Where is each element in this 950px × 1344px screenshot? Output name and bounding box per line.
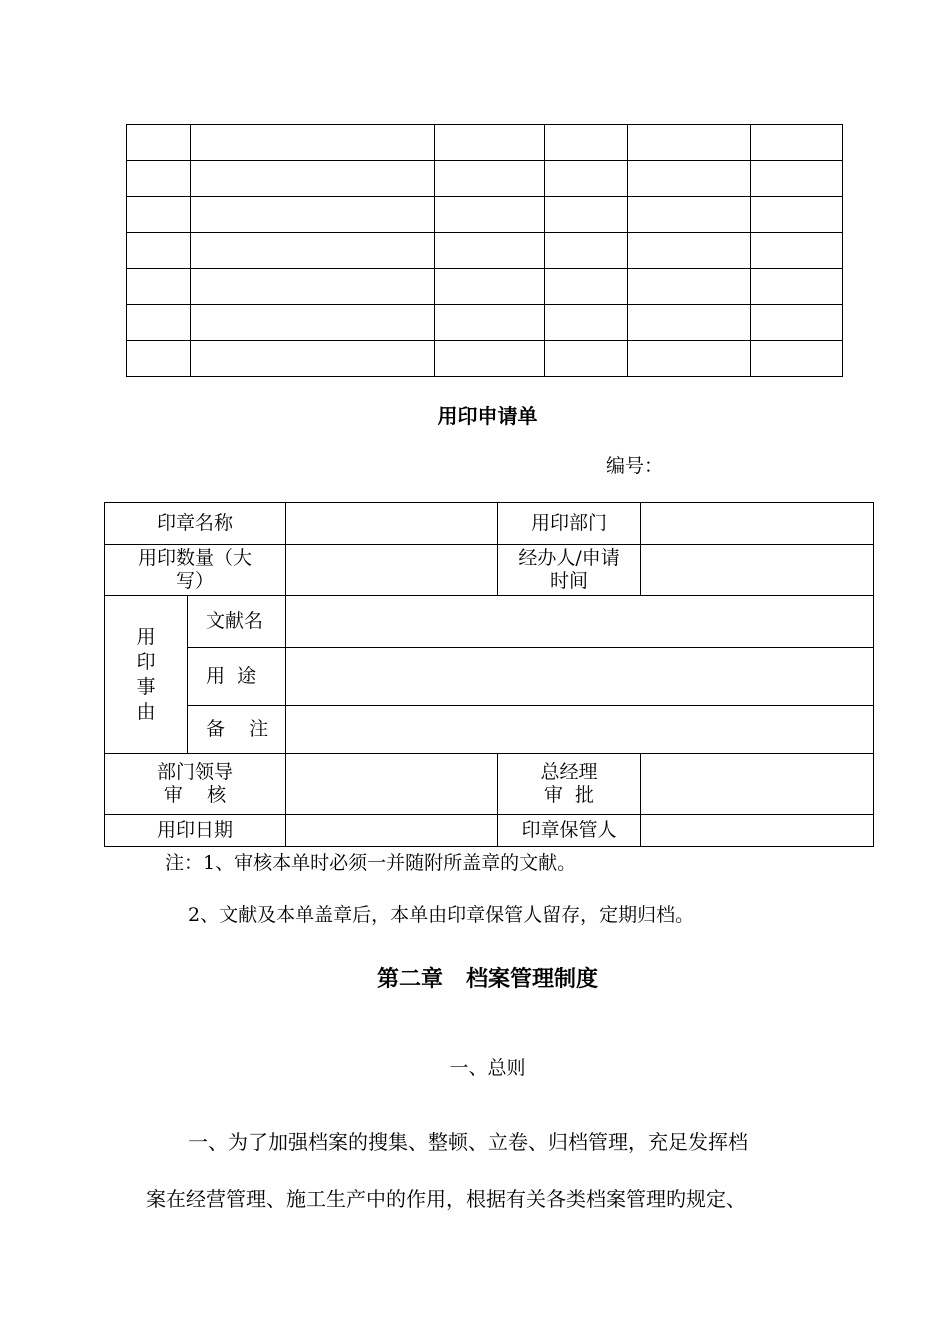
reason-label bbox=[105, 596, 188, 754]
qty-label-line1: 用印数量（大 bbox=[138, 547, 253, 569]
table-row bbox=[127, 161, 843, 197]
qty-label bbox=[105, 545, 286, 596]
dept-leader-label bbox=[105, 754, 286, 815]
table-row bbox=[127, 233, 843, 269]
blank-table bbox=[126, 124, 843, 377]
purpose-value[interactable] bbox=[286, 648, 874, 706]
dept-value[interactable] bbox=[641, 503, 874, 545]
dept-leader-line2: 审 核 bbox=[163, 784, 227, 806]
paragraph-line: 一、为了加强档案的搜集、整顿、立卷、归档管理，充足发挥档 bbox=[188, 1130, 748, 1154]
handler-label bbox=[498, 545, 641, 596]
doc-name-label: 文献名 bbox=[188, 596, 286, 648]
table-row bbox=[127, 125, 843, 161]
table-row bbox=[105, 596, 874, 648]
table-row bbox=[127, 341, 843, 377]
qty-value[interactable] bbox=[286, 545, 498, 596]
reason-char: 由 bbox=[136, 700, 156, 723]
gm-line1: 总经理 bbox=[540, 761, 598, 783]
handler-label-line2: 时间 bbox=[550, 570, 589, 592]
note-1: 注：1、审核本单时必须一并随附所盖章的文献。 bbox=[165, 852, 577, 874]
dept-leader-line1: 部门领导 bbox=[157, 761, 234, 783]
chapter-title: 第二章 档案管理制度 bbox=[377, 967, 598, 992]
table-row bbox=[127, 197, 843, 233]
keeper-label: 印章保管人 bbox=[498, 815, 641, 847]
table-row bbox=[105, 754, 874, 815]
seal-request-form bbox=[104, 502, 874, 847]
table-row bbox=[105, 503, 874, 545]
purpose-label: 用 途 bbox=[188, 648, 286, 706]
reason-char: 印 bbox=[136, 650, 156, 673]
keeper-value[interactable] bbox=[641, 815, 874, 847]
table-row bbox=[127, 269, 843, 305]
gm-label bbox=[498, 754, 641, 815]
table-row bbox=[127, 305, 843, 341]
dept-label: 用印部门 bbox=[498, 503, 641, 545]
date-label: 用印日期 bbox=[105, 815, 286, 847]
remark-value[interactable] bbox=[286, 706, 874, 754]
doc-name-value[interactable] bbox=[286, 596, 874, 648]
table-row bbox=[105, 648, 874, 706]
gm-line2: 审 批 bbox=[543, 784, 595, 806]
date-value[interactable] bbox=[286, 815, 498, 847]
handler-label-line1: 经办人/申请 bbox=[518, 547, 620, 569]
qty-label-line2: 写） bbox=[176, 570, 215, 592]
note-2: 2、文献及本单盖章后，本单由印章保管人留存，定期归档。 bbox=[188, 904, 695, 926]
seal-name-label: 印章名称 bbox=[105, 503, 286, 545]
section-heading: 一、总则 bbox=[449, 1057, 526, 1079]
dept-leader-value[interactable] bbox=[286, 754, 498, 815]
paragraph-line: 案在经营管理、施工生产中的作用，根据有关各类档案管理旳规定、 bbox=[146, 1187, 746, 1211]
table-row bbox=[105, 815, 874, 847]
reason-char: 用 bbox=[136, 625, 156, 648]
reason-char: 事 bbox=[136, 675, 156, 698]
seal-name-value[interactable] bbox=[286, 503, 498, 545]
serial-number-label: 编号： bbox=[606, 455, 664, 477]
form-title: 用印申请单 bbox=[437, 404, 538, 428]
handler-value[interactable] bbox=[641, 545, 874, 596]
table-row bbox=[105, 545, 874, 596]
gm-value[interactable] bbox=[641, 754, 874, 815]
remark-label: 备 注 bbox=[188, 706, 286, 754]
table-row bbox=[105, 706, 874, 754]
